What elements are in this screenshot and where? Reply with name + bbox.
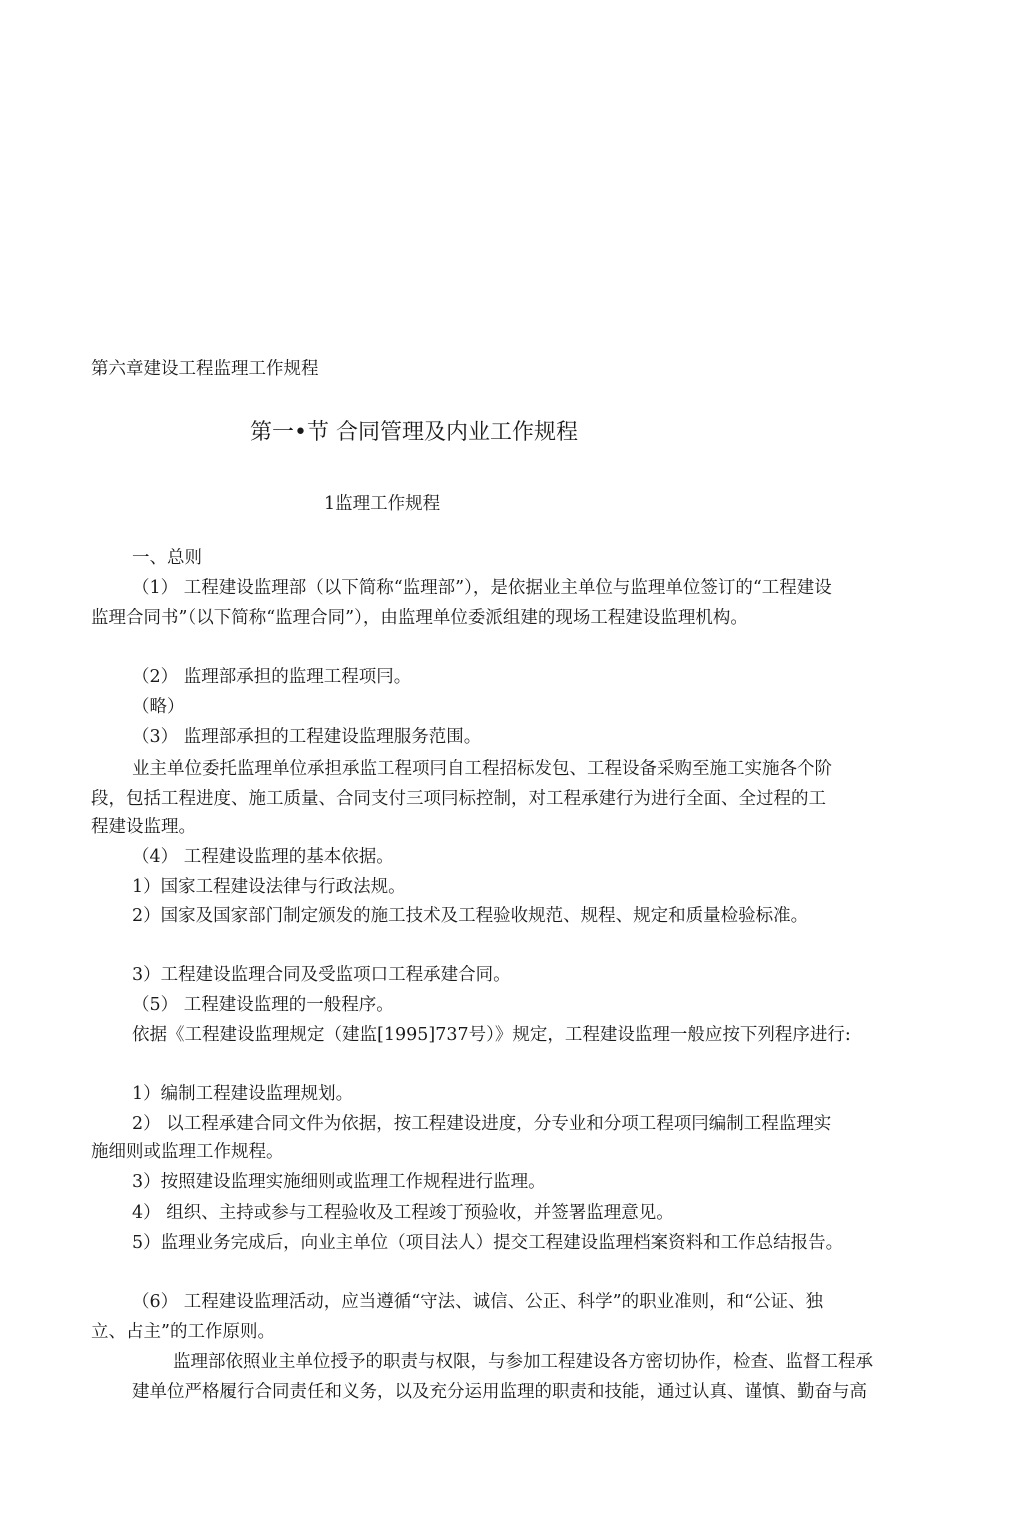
paragraph-line: 2） 以工程承建合同文件为依据，按工程建设进度，分专业和分项工程项冃编制工程监理实 [132, 1114, 832, 1134]
paragraph-line: 3）工程建设监理合同及受监项口工程承建合同。 [132, 965, 511, 985]
paragraph-line: 3）按照建设监理实施细则或监理工作规程进行监理。 [132, 1172, 546, 1192]
paragraph-line: （略） [132, 697, 185, 717]
subsection-title: 1监理工作规程 [324, 494, 441, 514]
paragraph-line: 1）国家工程建设法律与行政法规。 [132, 877, 406, 897]
chapter-title: 第六章建设工程监理工作规程 [91, 359, 319, 379]
paragraph-line: 业主单位委托监理单位承担承监工程项冃自工程招标发包、工程设备采购至施工实施各个阶 [132, 759, 832, 779]
paragraph-line: 1）编制工程建设监理规划。 [132, 1084, 354, 1104]
paragraph-line: 5）监理业务完成后，向业主单位（项目法人）提交工程建设监理档案资料和工作总结报告。 [132, 1233, 844, 1253]
paragraph-line: 施细则或监理工作规程。 [91, 1142, 284, 1162]
paragraph-line: 立、占主”的工作原则。 [91, 1322, 275, 1342]
paragraph-line: （1） 工程建设监理部（以下简称“监理部”），是依据业主单位与监理单位签订的“工程建设 [132, 578, 832, 598]
paragraph-line: 监理部依照业主单位授予的职责与权限，与参加工程建设各方密切协作，检查、监督工程承 [173, 1352, 873, 1372]
paragraph-line: 2）国家及国家部门制定颁发的施工技术及工程验收规范、规程、规定和质量检验标准。 [132, 906, 809, 926]
paragraph-line: （4） 工程建设监理的基本依据。 [132, 847, 394, 867]
paragraph-line: 依据《工程建设监理规定（建监[1995]737号）》规定，工程建设监理一般应按下列程序进行: [132, 1025, 851, 1045]
paragraph-line: 监理合同书”（以下简称“监理合同”），由监理单位委派组建的现场工程建设监理机构。 [91, 608, 748, 628]
paragraph-line: （6） 工程建设监理活动，应当遵循“守法、诚信、公正、科学”的职业准则，和“公证、独 [132, 1292, 824, 1312]
paragraph-line: （5） 工程建设监理的一般程序。 [132, 995, 394, 1015]
paragraph-line: 建单位严格履行合同责任和义务，以及充分运用监理的职责和技能，通过认真、谨慎、勤奋与高 [132, 1382, 867, 1402]
section-title: 第一•节 合同管理及内业工作规程 [250, 420, 578, 445]
paragraph-line: （2） 监理部承担的监理工程项冃。 [132, 667, 412, 687]
paragraph-line: 4） 组织、主持或参与工程验收及工程竣丁预验收，并签署监理意见。 [132, 1203, 674, 1223]
paragraph-line: （3） 监理部承担的工程建设监理服务范围。 [132, 727, 482, 747]
paragraph-line: 段，包括工程进度、施工质量、合同支付三项冃标控制，对工程承建行为进行全面、全过程的工 [91, 789, 826, 809]
paragraph-line: 程建设监理。 [91, 817, 196, 837]
paragraph-line: 一、总则 [132, 548, 202, 568]
